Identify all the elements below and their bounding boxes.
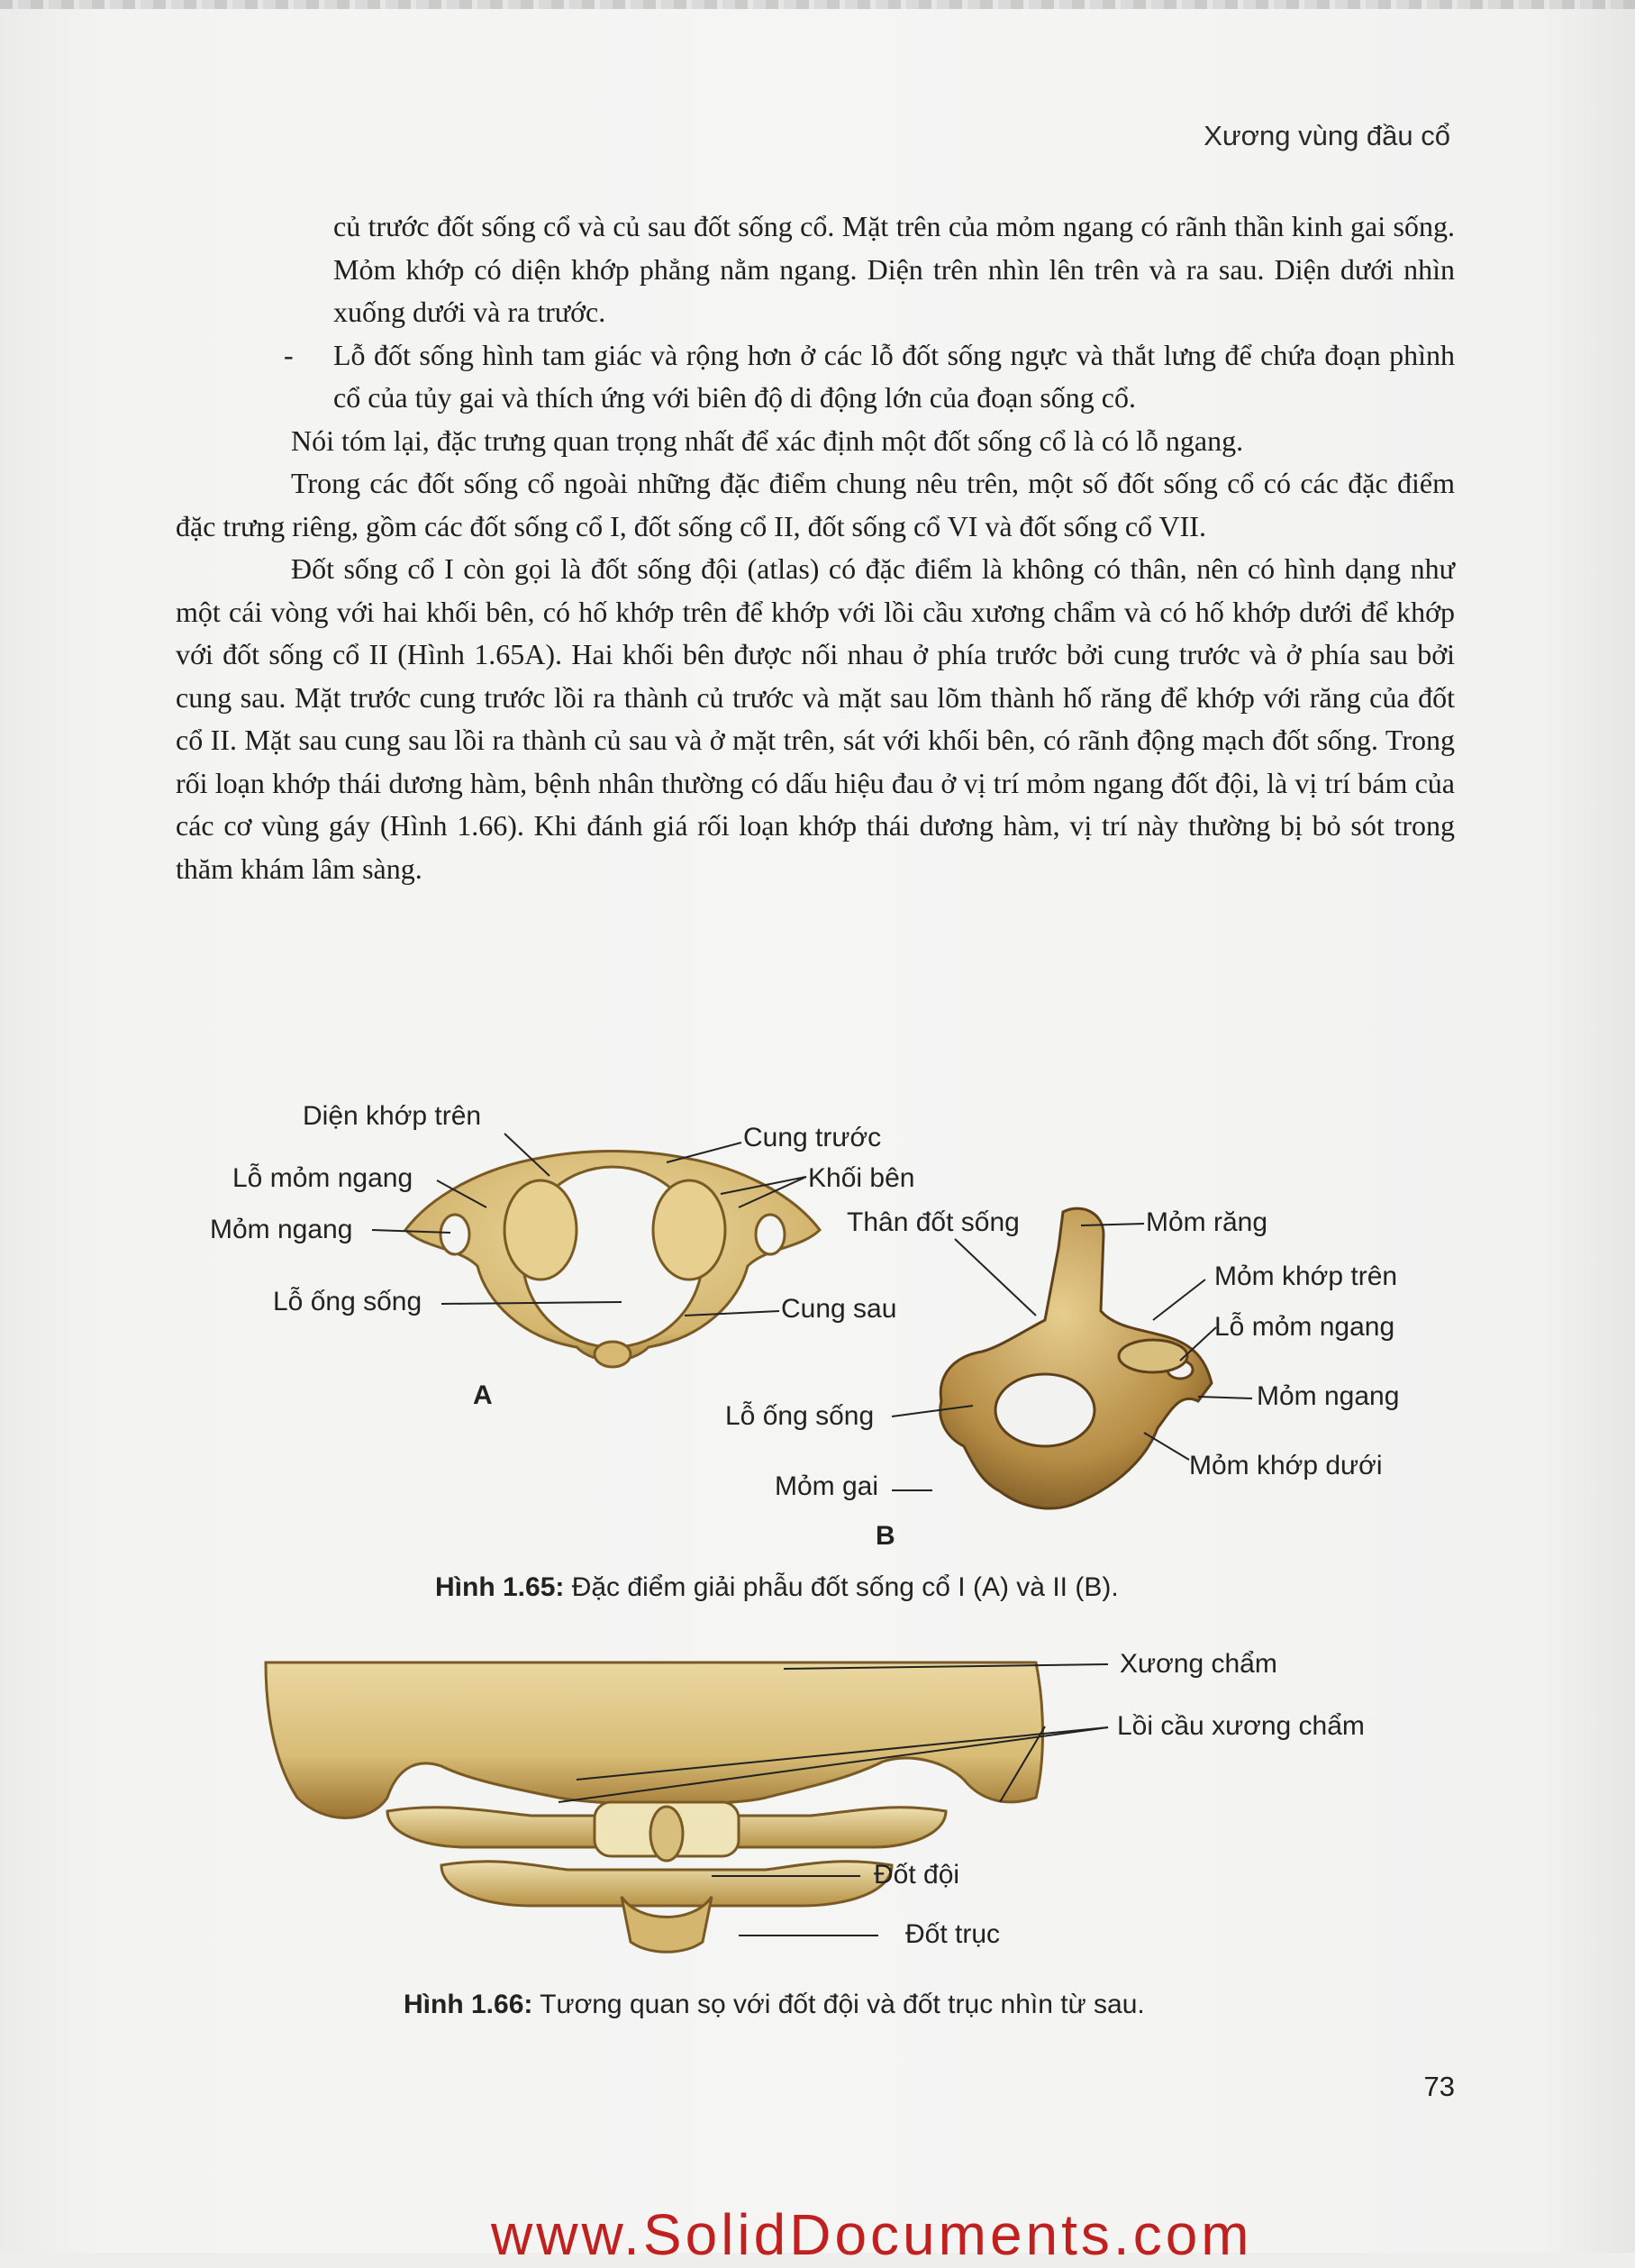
label-dien-khop-tren: Diện khớp trên xyxy=(303,1101,482,1131)
paragraph-atlas: Đốt sống cổ I còn gọi là đốt sống đội (atlas) có đặc điểm là không có thân, nên có hình dạng như một cái vòng với hai khối bên, có hố khớp trên để khớp với lồi cầu xương chẩm và có hố khớp dưới để khớp với đốt sống cổ II (Hình 1.65A). Hai khối bên được nối nhau ở phía trước bởi cung trước và ở phía sau bởi cung sau. Mặt trước cung trước lồi ra thành củ trước và mặt sau lõm thành hố răng để khớp với răng của đốt cổ II. Mặt sau cung sau lồi ra thành củ sau và ở mặt trên, sát với khối bên, có rãnh động mạch đốt sống. Trong rối loạn khớp thái dương hàm, bệnh nhân thường có dấu hiệu đau ở vị trí mỏm ngang đốt đội, là vị trí bám của các cơ vùng gáy (Hình 1.66). Khi đánh giá rối loạn khớp thái dương hàm, vị trí này thường bị bỏ sót trong thăm khám lâm sàng. xyxy=(176,552,1455,885)
running-header: Xương vùng đầu cổ xyxy=(1204,120,1450,151)
label-mom-rang: Mỏm răng xyxy=(1146,1207,1268,1237)
bullet-mark: - xyxy=(284,338,294,371)
paragraph-continuation: củ trước đốt sống cổ và củ sau đốt sống cổ. Mặt trên của mỏm ngang có rãnh thần kinh gai sống. Mỏm khớp có diện khớp phẳng nằm ngang. Diện trên nhìn lên trên và ra sau. Diện dưới nhìn xuống dưới và ra trước. xyxy=(333,210,1455,328)
paragraph-summary: Nói tóm lại, đặc trưng quan trọng nhất để xác định một đốt sống cổ là có lỗ ngang. xyxy=(291,424,1244,457)
label-lo-mom-ngang-a: Lỗ mỏm ngang xyxy=(232,1163,413,1193)
panel-label-a: A xyxy=(473,1380,493,1410)
figure-166-caption-text: Tương quan sọ với đốt đội và đốt trục nhìn từ sau. xyxy=(532,1990,1145,2019)
label-dot-doi: Đốt đội xyxy=(874,1860,960,1890)
panel-label-b: B xyxy=(876,1521,895,1551)
page-number: 73 xyxy=(1423,2071,1455,2102)
label-lo-ong-song-a: Lỗ ống sống xyxy=(273,1287,422,1316)
label-xuong-cham: Xương chẩm xyxy=(1120,1649,1277,1679)
bullet-text: Lỗ đốt sống hình tam giác và rộng hơn ở các lỗ đốt sống ngực và thắt lưng để chứa đoạn phình cổ của tủy gai và thích ứng với biên độ di động lớn của đoạn sống cổ. xyxy=(333,338,1455,414)
label-cung-sau: Cung sau xyxy=(781,1294,897,1324)
label-than-dot-song: Thân đốt sống xyxy=(847,1207,1020,1237)
label-loi-cau-xuong-cham: Lồi cầu xương chẩm xyxy=(1117,1711,1365,1741)
label-mom-gai: Mỏm gai xyxy=(775,1471,879,1501)
label-mom-ngang-b: Mỏm ngang xyxy=(1257,1381,1400,1411)
figure-166-caption xyxy=(404,1990,1145,2020)
figure-165-caption-number: Hình 1.65: xyxy=(435,1572,565,1602)
label-lo-ong-song-b: Lỗ ống sống xyxy=(725,1401,875,1431)
label-dot-truc: Đốt trục xyxy=(905,1919,1001,1949)
label-mom-ngang-a: Mỏm ngang xyxy=(210,1215,353,1244)
paragraph-special: Trong các đốt sống cổ ngoài những đặc điểm chung nêu trên, một số đốt sống cổ có các đặc điểm đặc trưng riêng, gồm các đốt sống cổ I, đốt sống cổ II, đốt sống cổ VI và đốt sống cổ VII. xyxy=(176,467,1455,542)
label-mom-khop-tren: Mỏm khớp trên xyxy=(1214,1262,1398,1291)
figure-166-caption-number: Hình 1.66: xyxy=(404,1990,533,2019)
watermark-text: www.SolidDocuments.com xyxy=(491,2202,1253,2267)
label-lo-mom-ngang-b: Lỗ mỏm ngang xyxy=(1214,1312,1395,1342)
label-mom-khop-duoi: Mỏm khớp dưới xyxy=(1189,1451,1383,1480)
label-cung-truoc: Cung trước xyxy=(743,1123,882,1152)
figure-165-caption-text: Đặc điểm giải phẫu đốt sống cổ I (A) và II (B). xyxy=(564,1572,1119,1602)
label-khoi-ben: Khối bên xyxy=(808,1163,915,1193)
